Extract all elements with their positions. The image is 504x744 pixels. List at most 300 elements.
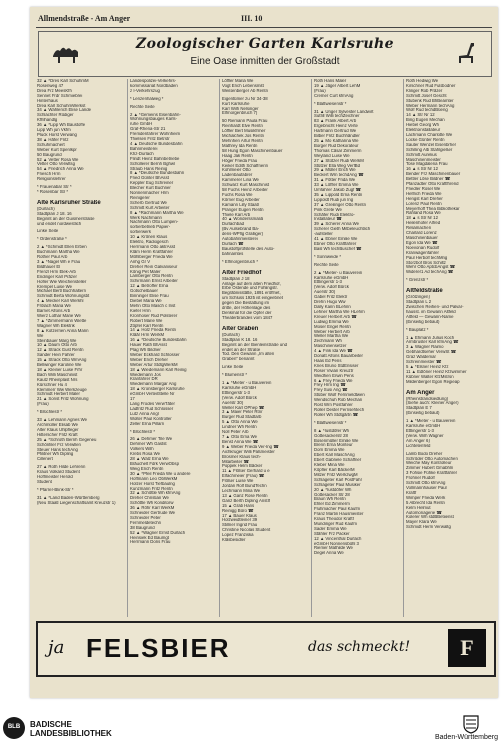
directory-entry: 52 ▲ Vetter Rosa We (37, 157, 79, 162)
directory-entry: Durlach ☎ (222, 242, 244, 246)
directory-entry: Zimmer Hubert Gmabhln (406, 466, 454, 471)
directory-entry: Braun Wh Rentn (314, 497, 346, 502)
directory-entry: 31 ▲ *Land Baden-Württemberg (37, 495, 100, 500)
directory-entry: Graben“ benannt (222, 357, 255, 362)
directory-entry: Weller Martha We (314, 334, 349, 339)
directory-entry: Egon Ida We ☎ (406, 240, 438, 245)
directory-entry: Graf-Rhena-Str 21 (130, 127, 166, 132)
directory-entry: Karl Wilh Nelsinger (222, 106, 259, 111)
directory-entry: Schwarz Kurt Maschinist (222, 183, 270, 188)
directory-entry: Storzbof Bros Schiltz (406, 260, 446, 265)
directory-entry: Drehn Hugo Ww (314, 300, 346, 305)
directory-entry: Hartmann Gertrud We (314, 129, 357, 134)
directory-entry: Schlageter Paul Musiker (314, 482, 361, 487)
directory-entry: Holzweidtleiner 39 (222, 518, 258, 523)
felsbier-advertisement (36, 621, 496, 677)
directory-entry: Hiebel Georg Wh (406, 123, 439, 128)
directory-entry: Beginnt an der Guismerstraße (37, 216, 95, 221)
directory-entry: Mundinger Rud Kaufm (314, 521, 357, 526)
street-heading: Alter Friedhof (222, 269, 262, 276)
directory-entry: Kübner Walter KfzMstrsn (406, 374, 454, 379)
directory-entry: Zeller Erna Pillarn (130, 421, 165, 426)
directory-entry: Anlage auf dem alten Friedhof, (222, 281, 281, 286)
directory-entry: Straub Hans Reinig (130, 166, 168, 171)
directory-entry: Kläm Herm Kraftfahrer (130, 249, 173, 254)
directory-entry: Dreher Christian We (130, 496, 169, 501)
directory-entry: Locke Günter Rentn (406, 137, 445, 142)
directory-entry: Paul Herbolf techMng (406, 255, 448, 260)
directory-entry: * Blumenstr * (222, 373, 248, 378)
directory-entry: 36 ▲ *Lipp Wh Baustoffe (37, 123, 86, 128)
directory-entry: 26 ▲ Dehmer Tile We (130, 437, 173, 442)
directory-entry: 8 ▲ *Deutsche Bundesbahn (130, 171, 185, 176)
directory-entry: 16 ▲ *Deutsche Bundesbahn (130, 338, 187, 343)
directory-entry: Weyland Luise We (314, 153, 350, 158)
directory-entry: Ettlingerstr 1-3 (314, 280, 342, 285)
directory-entry: 4 ▲ Fink Ida We ☎ (314, 349, 353, 354)
directory-entry: sortierwerk (130, 230, 152, 235)
directory-entry: Maschinensetzer (314, 344, 347, 349)
directory-entry: Dreher Rein Galvaniseur (130, 264, 178, 269)
directory-entry: Stadtplan L 2 (406, 300, 432, 305)
directory-entry: 50 Baugrund (37, 152, 62, 157)
directory-entry: Kunzmann Fritz Rentn (130, 486, 173, 491)
directory-entry: Scherb Gertrud We (130, 200, 167, 205)
directory-entry: (Durlach) (37, 206, 55, 211)
directory-entry: 28 ▲ Walz Erna We (130, 457, 169, 462)
directory-entry: 15 ▲ Strack Otto WmAng (37, 358, 87, 363)
directory-entry: Rahland Rosa We (406, 211, 441, 216)
directory-entry: * Elfmorgenbruch * (222, 259, 259, 264)
directory-entry: * Lenzenhalweg * (130, 96, 164, 101)
zoo-advertisement (38, 31, 492, 77)
directory-entry: Ladenbaufabrer (222, 173, 253, 178)
directory-entry: Basl Wh techBuschef ☎ (314, 246, 362, 251)
directory-entry: Sutfill Willi techZeichner (314, 114, 360, 119)
directory-entry: Schöttle Wh Konditorw (130, 501, 174, 506)
library-line-1: BADISCHE (30, 720, 72, 729)
column-divider (403, 79, 404, 617)
directory-entry: Klemmerr Ww Werkzeuge (37, 387, 87, 392)
directory-entry: Kolerer Wh stdBBetiienst (406, 515, 454, 520)
directory-entry: Lippoldt Rudi jun Ing (314, 197, 354, 202)
directory-entry: Ladfritz Rud Schlosser (130, 406, 174, 411)
directory-entry: Wimper Frieda Werk (406, 495, 446, 500)
directory-entry: (Frau) (314, 88, 326, 93)
directory-entry: Vollmannhauser Paul (406, 485, 447, 490)
directory-entry: Mitzer Fritz WerkzwgM (314, 472, 358, 477)
directory-entry: Lindner Wh Rentn (222, 425, 257, 430)
blb-logo[interactable] (3, 717, 25, 739)
directory-entry: Wolter Paul Kontroller (130, 416, 172, 421)
directory-entry: Lutz Anna Angl (130, 411, 159, 416)
directory-entry: Friedler Rosel We (406, 186, 441, 191)
directory-entry: Borger Rud Dekorateur (314, 143, 359, 148)
directory-entry: Mildenberger Egon Regieap (406, 379, 460, 384)
directory-entry: * Grenzstr * (406, 278, 429, 283)
directory-entry: Baustoffprüfstelle des Auto- (222, 246, 275, 251)
directory-entry: Endinger Karl Präzer (37, 274, 77, 279)
page-number: III. 10 (241, 14, 263, 23)
directory-entry: Weber Herbert Arb (314, 329, 350, 334)
directory-entry: Sader Emma We (314, 526, 347, 531)
directory-entry: Beckert Wrn techdAng ☎ (314, 173, 364, 178)
directory-entry: Fuchs Rosa We (222, 192, 253, 197)
directory-entry: 3 ▲ Wagner Raimo (406, 345, 444, 350)
directory-entry: Hoffmann Leo ObWerkM (130, 476, 178, 481)
directory-entry: gegen Die Bestattung im (222, 301, 270, 306)
spacer (222, 321, 310, 324)
directory-entry: Kurt Karlsruhe (222, 101, 250, 106)
directory-entry: Bellwinger Karoline We (37, 363, 82, 368)
directory-entry: Reliamachen (406, 226, 432, 231)
directory-entry: Löffler Bert Musikfrmer (222, 129, 266, 134)
street-heading: Alte Karlsruher Straße (37, 199, 101, 206)
directory-entry: 5 Albrecht Ida Rentn (406, 500, 445, 505)
directory-entry: * Blattwiesenstr * (314, 420, 347, 425)
directory-column-2 (130, 79, 218, 617)
directory-entry: Linke Seite (37, 229, 59, 234)
directory-entry: Lachmann Charlotte We (406, 132, 453, 137)
directory-entry: (Rheinstrandsiedlung) (406, 396, 449, 401)
directory-entry: Flößer Luise We (222, 479, 254, 484)
zoo-subtitle: Eine Oase inmitten der Großstadt (190, 56, 340, 67)
directory-entry: Elektroinstallateur (406, 128, 441, 133)
directory-entry: Stadtplan J 18. 16 (37, 211, 72, 216)
directory-entry: Rother Paul Arb (37, 255, 68, 260)
directory-entry: Degel Anna We (314, 551, 344, 556)
directory-entry: 2 ▲ *Schmidt Ellen Erben (37, 245, 87, 250)
directory-entry: Michael Bertl Buchhaltern (37, 289, 86, 294)
directory-entry: Kläär Hrm WerkM (130, 333, 165, 338)
directory-entry: Pfilitner Wh Dipling (37, 452, 74, 457)
directory-entry: Gabel Fritz Elektr (314, 295, 348, 300)
directory-entry: Noll Peter Arb (222, 430, 249, 435)
directory-entry: Haas Ed Pens (314, 358, 342, 363)
directory-entry: 36 ▲ Röhr Karl WerkM (130, 506, 175, 511)
directory-entry: Elfachmeier (Frau) ☎ (222, 474, 265, 479)
directory-entry: Löffler Maria We (222, 79, 254, 83)
directory-entry: Stadtplan E 7 (406, 406, 432, 411)
column-divider (311, 79, 312, 617)
directory-entry: Kreuer Herbert Arb ☎ (314, 314, 357, 319)
directory-entry: Poppek Helm Bäcker (222, 464, 263, 469)
directory-entry: Schmitt Aurelius (406, 152, 437, 157)
library-name (30, 720, 112, 738)
directory-entry: 32 ▲ *Dres Karl SchuhmM (37, 79, 89, 83)
directory-entry: Michalchek Jos Rentn (222, 134, 265, 139)
directory-entry: dens-WPflg Gralliger) (222, 232, 264, 237)
directory-entry: Moser Engel Rentn (314, 324, 351, 329)
directory-entry: 7 ▲ Otto Erna We (222, 435, 257, 439)
directory-entry: Ergebnicht Heinz Verte (314, 124, 358, 129)
spacer (406, 283, 494, 286)
directory-entry: ruhe GmbH (130, 122, 153, 127)
zoo-title: Zoologischer Garten Karlsruhe (135, 36, 395, 52)
directory-entry: 38 ▲ Häfer Fritz (37, 137, 69, 142)
directory-entry: Kamann Lilly Staatl (222, 202, 259, 207)
directory-entry: 8 ▲ *Rachmann Martha We (130, 210, 184, 215)
directory-entry: Landespolizei-Verkehrs- (130, 79, 177, 83)
directory-entry: Stähler Frz Packer (314, 531, 350, 536)
directory-entry: 83 ▲ Frank Albert Arb (314, 119, 357, 124)
directory-entry: (Neu Staatl Liegenschaftsamt Kreuzstr 1) (37, 500, 116, 505)
directory-entry: Heilenhofer Alfred (406, 221, 441, 226)
directory-entry: Weidhen Erwin Pens (314, 373, 354, 378)
directory-entry: Fernmeldetechn (130, 520, 162, 525)
directory-entry: Benst Anna We ☎ (222, 439, 259, 444)
directory-entry: Ettlingerstr 1-3 (222, 390, 250, 395)
directory-entry: Gebhardtseher VerwSt ☎ (406, 350, 457, 355)
directory-entry: 4 ▲ Deutsche Bundesbahn (130, 141, 183, 146)
directory-column-3 (222, 79, 310, 617)
directory-entry: Meyerhoff Thea Bibliothekar (406, 206, 460, 211)
directory-entry: Dehmer Wh Gastst (130, 442, 167, 447)
directory-entry: Ganz Berth Dipling AnstIf (222, 498, 271, 503)
directory-entry: Pluck Horst Verwang (37, 132, 77, 137)
directory-entry: 37 ▲ Greilinger Otto Rentn (314, 202, 367, 207)
directory-entry: (Verw. Adolf Bürck (314, 285, 349, 290)
directory-entry: Ebert Karl MaschAng (314, 453, 355, 458)
directory-entry: Sennet Frdr Schmiebrei (37, 93, 83, 98)
directory-entry: dritte, der Höhenlage des (222, 306, 271, 311)
directory-entry: 5 ▲ *Elsner Heinz Kfz (406, 364, 449, 369)
directory-entry: z I-Verkehrszug (130, 88, 160, 93)
directory-entry: * Brüchlestr * (130, 429, 156, 434)
directory-entry: Bender Frz Maschinenbauer (406, 172, 461, 177)
directory-entry: Widerer1 Ad techAng ☎ (406, 270, 454, 275)
directory-entry: Schmidt Herbert Maler (37, 392, 80, 397)
directory-entry: Cillenert (37, 457, 53, 462)
directory-entry: Kammerer Lina We (222, 178, 259, 183)
directory-entry: 10 ▲ Krönen Klaus (130, 235, 168, 240)
directory-column-5 (406, 79, 494, 617)
directory-entry: Charlard Lorenz (406, 231, 437, 236)
directory-entry: Lipp Wh jun Vkfm (37, 128, 71, 133)
directory-entry: Mathrey Ida Rentn (222, 143, 258, 148)
directory-entry: 34 ▲ Wahlerich Elise Lande (37, 108, 92, 113)
directory-entry: Mayer Klara We (406, 520, 437, 525)
directory-entry: 54 ▲ Friedrich Anna We (37, 167, 84, 172)
directory-entry: 14 ▲ Holz Frieda Rentn (130, 328, 177, 333)
directory-entry: 7 ▲ *Zimmermann Wiette (37, 318, 87, 323)
directory-entry: Schmidt Berta Wohnungsbt (37, 294, 90, 299)
directory-entry: * Sonnweide * (314, 254, 341, 259)
directory-entry: Thomas Cäsar Zimmerm (314, 148, 362, 153)
directory-entry: Lechmann Mina We (222, 488, 261, 493)
directory-entry: Dally Karin BLehrin (314, 304, 351, 309)
directory-entry: Noevonan Rudolf (406, 245, 440, 250)
directory-entry: Karlsruhe eGmbH (314, 275, 349, 280)
directory-entry: Lamb Bodo Dreher (406, 451, 443, 456)
directory-entry: Vogt Erich Lebensmitt (222, 83, 264, 88)
directory-entry: Kronhoser Rud Polsterer (130, 313, 178, 318)
directory-entry: Weber Kurt Spenlkpr (37, 147, 77, 152)
directory-entry: Kirschner Rud Fußbodner (406, 83, 456, 88)
directory-entry: Buchmann Martha We (37, 250, 80, 255)
directory-entry: Schneider Peter (130, 515, 161, 520)
directory-entry: 3 ▲ Maier Peter Rtnr (222, 410, 263, 415)
directory-entry: Weller Karl OPhep ☎ (222, 405, 265, 410)
directory-entry: Friesch Hrm (37, 172, 61, 177)
directory-entry: Alter Klaus Uhlpfleger (37, 427, 79, 432)
directory-entry: Reinhardt Elve Rentn (222, 124, 263, 129)
directory-entry: 52 ▲ *Wagner Ernst Durlach (130, 530, 186, 535)
directory-entry: 2 ▲ *Gemeins Eisenbahn- (130, 112, 181, 117)
directory-entry: König Pet Maler (130, 269, 161, 274)
directory-entry: Schmitt Kurt Arbeiter (130, 205, 170, 210)
directory-entry: * Rosenbar Str * (37, 189, 69, 194)
directory-entry: Kranfahrer DR (130, 377, 158, 382)
directory-entry: Wohnungsbauges Karls- (130, 117, 177, 122)
directory-entry: (Frau) (37, 402, 49, 407)
directory-entry: 12 ▲ Betroffer Erna (130, 284, 169, 289)
directory-entry: Körner Eug Arbeiter (222, 197, 260, 202)
directory-entry: Lorenz Paul Rentn (406, 201, 442, 206)
street-range: Allmendstraße - Am Anger (38, 14, 131, 23)
directory-entry: -aufsteller (314, 232, 333, 237)
directory-entry: Rechte Seite (130, 104, 155, 109)
directory-entry: 2 ▲ *Mieter- u Bauverein (314, 270, 363, 275)
directory-entry: Franz Martin Hausmeister (314, 512, 364, 517)
directory-entry: Khz-Durlach (130, 151, 154, 156)
directory-entry: Reinigerer (130, 195, 150, 200)
directory-entry: (Einseitig bebaut) (406, 411, 440, 416)
directory-entry: Kürschner Hu 4 (37, 382, 67, 387)
directory-entry: Gottesackerstr 28 (314, 433, 348, 438)
directory-entry: Kraftf (406, 490, 417, 495)
directory-entry: Bilber Fritz Buchhändler (314, 134, 360, 139)
directory-entry: (Grötzingen) (406, 295, 430, 300)
directory-entry: hausst. im Gewann Altfeld (406, 309, 456, 314)
directory-entry: Mehn Otto Masch c Inst (130, 303, 176, 308)
directory-entry: 50 Riemann Paula Frau (222, 119, 268, 124)
directory-entry: Karlsruhe eGmbH (222, 385, 257, 390)
directory-entry: Gotschelbauer (130, 289, 158, 294)
directory-entry: Schmitt Otto kfmAng (406, 481, 446, 486)
directory-entry: Helfrich Frieda We (406, 191, 442, 196)
directory-entry: Schneider Gertrude We (130, 511, 176, 516)
directory-entry: Bosenmüller Emilie We (314, 438, 359, 443)
directory-entry: 9 ▲ Weber Frieda Ver-Ing ☎ (222, 444, 279, 449)
directory-entry: 3 ▲ *Nagel Wh e Frau (37, 260, 81, 264)
directory-entry: 27 ▲ Roth Hilde Lehrerin (37, 465, 86, 470)
directory-entry: Herrmann Otto aktrAsst (130, 245, 176, 249)
directory-entry: Thiele Karl Arb (222, 212, 251, 217)
directory-entry: 20 ▲ *Iustdöfer Wh (314, 487, 352, 492)
directory-entry: Köpfler Karl BäckerM (314, 467, 355, 472)
directory-entry: Religionslehrer (37, 177, 66, 182)
directory-entry: Pranger Eugen Rentn (222, 207, 264, 212)
directory-entry: Theaterbrandes vom 1847 (222, 315, 273, 320)
directory-entry: 25 ▲ *Schroth Bernh Gegeneu (37, 437, 97, 442)
directory-entry: 18 ▲ Wiedemann Karl Reinig (130, 367, 187, 372)
directory-entry: Wierz Lothar Marie We (37, 313, 81, 318)
directory-entry: Weber Erich Dreher (130, 357, 168, 362)
directory-entry: 33 ▲ Löffler Emma We (314, 183, 359, 188)
directory-entry: endet an der Straße (222, 347, 261, 352)
directory-entry: 31 ▲ Fötter Frida We (314, 178, 356, 183)
directory-entry: Haag Jak Rentn (222, 153, 253, 158)
directory-entry: Rosenweg 47 (37, 83, 64, 88)
directory-entry: Diebel Maria We (130, 298, 162, 303)
directory-entry: Beginnt an der Bienleinstraße und (222, 342, 287, 347)
directory-entry: Durlachbad (222, 222, 244, 227)
directory-entry: 29 ▲ Müller Erich We (314, 168, 356, 173)
directory-entry: kommissariat Nordbaden (130, 83, 178, 88)
directory-entry: (Durlach) (222, 332, 240, 337)
directory-entry: eGmbH VerteilStelle Nr (130, 392, 175, 397)
directory-entry: Robert Marie We (130, 318, 163, 323)
directory-entry: Barnet Alfons Arb (37, 309, 71, 314)
directory-entry: Herrmann Doris Frau (130, 540, 171, 545)
directory-entry: Binninger Elise Frau (130, 294, 169, 299)
directory-entry: Mitarbeiter ☎ (222, 459, 249, 464)
directory-entry: Höger Frieda Frau (222, 158, 258, 163)
directory-entry: * Brüchlestr * (37, 410, 63, 415)
directory-entry: Ehler Ed Zimmerm (314, 502, 350, 507)
directory-entry: Sander Hein Fahrer (37, 353, 75, 358)
directory-entry: Ebner Otto Kraftfahrer (314, 242, 357, 246)
directory-entry: 3 Fohsie Fühke Kraftfahrer (406, 471, 458, 476)
directory-entry: 1 ▲ Ehmann Julius Koch (406, 335, 455, 340)
directory-entry: Kelm Helmut (406, 505, 431, 510)
directory-entry: Kleber Mina We (314, 463, 345, 468)
directory-entry: Möhlberger Frieda We (130, 254, 173, 259)
directory-entry: 5 ▲ Otto Anna We (222, 420, 258, 425)
directory-entry: (Siehe auch: Kleiner Anger) (406, 401, 459, 406)
directory-entry: (Verw. Wilh Wagner (406, 433, 444, 438)
directory-entry: Aichkruger Willi Paßmeister (222, 449, 275, 454)
directory-entry: Wehr Otto AptcbAngst ☎ (406, 265, 455, 270)
library-line-2: LANDESBIBLIOTHEK (30, 729, 112, 738)
viewer-footer (0, 712, 504, 744)
directory-entry: 8 ▲ Kotzerrien Anna Marin (37, 328, 89, 333)
directory-entry: Bach Willi Maschinist (37, 372, 78, 377)
directory-entry: 27 ▲ Stützer Rudi WerkM (314, 158, 364, 163)
directory-entry: Maschinenmeister (406, 157, 441, 162)
directory-entry: Schlachter Rüdiger (37, 113, 74, 118)
directory-entry: Kohlmeier Otto (222, 168, 251, 173)
directory-entry: Pink Grete We (314, 207, 342, 212)
directory-entry: Schüllerer Bernh Bghwl (130, 161, 175, 166)
directory-entry: Denkmal für die Opfer der (222, 310, 272, 315)
directory-entry: Elfmorgenbruch 7) (222, 111, 258, 116)
directory-entry: Drea Karl SchuhmWerkst (37, 103, 86, 108)
directory-entry: Lang Frodes VerwTäter (130, 402, 175, 406)
directory-entry: Rost Wrn Postfahrer (314, 403, 353, 408)
directory-entry: Kraus Volkard Student (37, 470, 80, 475)
directory-entry: 19 ▲ Jäger Albert LehM (314, 83, 361, 88)
directory-entry: 1 ▲ *Mieter - u Bauverein (406, 419, 456, 424)
directory-entry: Autobahnmeisterei (222, 237, 258, 242)
directory-entry: 4 ▲ Mecker Karl Werkhl (37, 299, 84, 304)
directory-entry: Pfanzadter Otto Kraftfhrend (406, 182, 459, 187)
directory-entry: Brosmer Klaus tech- (222, 454, 261, 459)
ad-brand: FELSBIER (86, 633, 231, 663)
directory-entry: Frey Susi Ang ☎ (314, 388, 348, 393)
directory-entry: Karlsruhe eGmbH (406, 424, 441, 429)
directory-entry: 33 ▲ Lehmann Agnes We (37, 418, 88, 423)
directory-entry: 17 (130, 397, 135, 402)
directory-entry: Kries Bruno StdEnsiser (314, 363, 359, 368)
directory-entry: Kfhlhandlg (37, 118, 58, 123)
directory-entry: 30 ▲ *Pfeil Frieda We u andere (130, 471, 191, 476)
directory-entry: * Ordenstraße * (37, 237, 67, 242)
directory-entry: Steuer Hans techAng (37, 447, 78, 452)
directory-entry: Wagner Wh Elektrik (37, 323, 75, 328)
directory-entry: Auerstr 30) (222, 400, 244, 405)
